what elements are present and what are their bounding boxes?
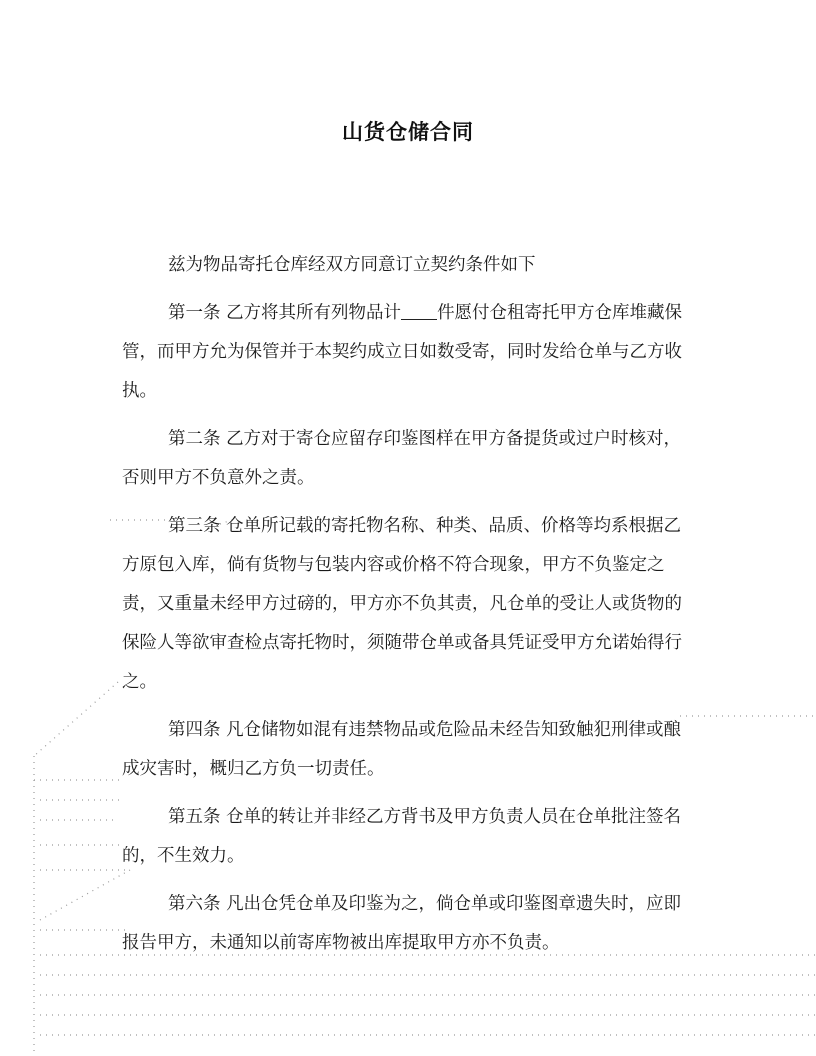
article-1-text-end: 件愿付仓租寄托甲方仓库堆藏保管，而甲方允为保管并于本契约成立日如数受寄，同时发给仓单与乙方收执。 [122,303,683,401]
article-3-paragraph: 第三条 仓单所记载的寄托物名称、种类、品质、价格等均系根据乙方原包入库，倘有货物与包装内容或价格不符合现象，甲方不负鉴定之责，又重量未经甲方过磅的，甲方亦不负其责，凡仓单的受让人或货物的保险人等欲审查检点寄托物时，须随带仓单或备具凭证受甲方允诺始得行之。 [122,516,682,692]
article-2-paragraph: 第二条 乙方对于寄仓应留存印鉴图样在甲方备提货或过户时核对，否则甲方不负意外之责。 [122,429,682,488]
document-body [122,246,698,972]
document-title: 山货仓储合同 [342,120,474,144]
article-4-paragraph: 第四条 凡仓储物如混有违禁物品或危险品未经告知致触犯刑律或酿成灾害时，概归乙方负一切责任。 [122,720,682,779]
article-1-text-start: 第一条 乙方将其所有列物品计 [168,303,402,323]
quantity-blank [401,302,437,321]
article-1-paragraph [122,294,698,411]
article-5-paragraph: 第五条 仓单的转让并非经乙方背书及甲方负责人员在仓单批注签名的，不生效力。 [122,807,682,866]
intro-paragraph: 兹为物品寄托仓库经双方同意订立契约条件如下 [168,255,536,275]
article-6-paragraph: 第六条 凡出仓凭仓单及印鉴为之，倘仓单或印鉴图章遗失时，应即报告甲方，未通知以前寄库物被出库提取甲方亦不负责。 [122,894,682,953]
